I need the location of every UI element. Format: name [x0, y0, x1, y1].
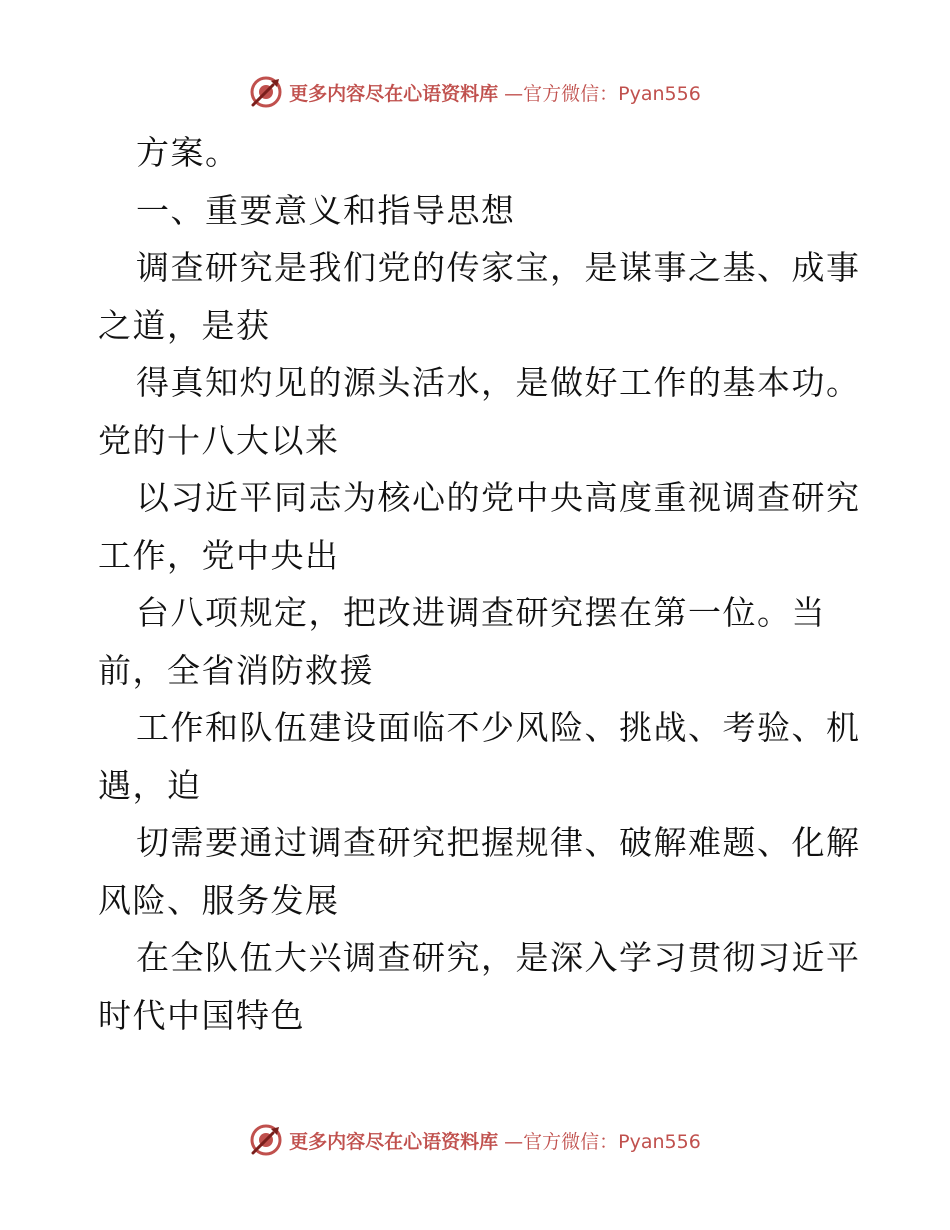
header-banner: [0, 72, 950, 112]
text-line: 在全队伍大兴调查研究，是深入学习贯彻习近平: [136, 938, 861, 977]
text-line: 工作，党中央出: [98, 535, 340, 575]
document-body: [98, 124, 861, 1044]
text-line: 调查研究是我们党的传家宝，是谋事之基、成事: [136, 248, 861, 287]
banner-contact-text: —官方微信：Pyan556: [504, 82, 701, 105]
footer-banner: [0, 1120, 950, 1160]
logo-icon: [249, 1123, 283, 1157]
text-line: 切需要通过调查研究把握规律、破解难题、化解: [136, 823, 861, 862]
text-line: 方案。: [136, 133, 240, 172]
text-line: 工作和队伍建设面临不少风险、挑战、考验、机: [136, 708, 861, 747]
text-line: 得真知灼见的源头活水，是做好工作的基本功。: [136, 363, 861, 402]
text-line: 党的十八大以来: [98, 420, 340, 460]
text-line: 之道，是获: [98, 305, 271, 345]
text-line: 前，全省消防救援: [98, 650, 374, 690]
text-line: 以习近平同志为核心的党中央高度重视调查研究: [136, 478, 861, 517]
banner-brand-text: 更多内容尽在心语资料库: [289, 82, 499, 105]
logo-icon: [249, 75, 283, 109]
text-line: 风险、服务发展: [98, 880, 340, 920]
banner-brand-text: 更多内容尽在心语资料库: [289, 1130, 499, 1153]
banner-contact-text: —官方微信：Pyan556: [504, 1130, 701, 1153]
section-heading: 一、重要意义和指导思想: [136, 190, 516, 230]
text-line: 台八项规定，把改进调查研究摆在第一位。当: [136, 593, 826, 632]
text-line: 遇，迫: [98, 765, 202, 805]
text-line: 时代中国特色: [98, 995, 305, 1035]
